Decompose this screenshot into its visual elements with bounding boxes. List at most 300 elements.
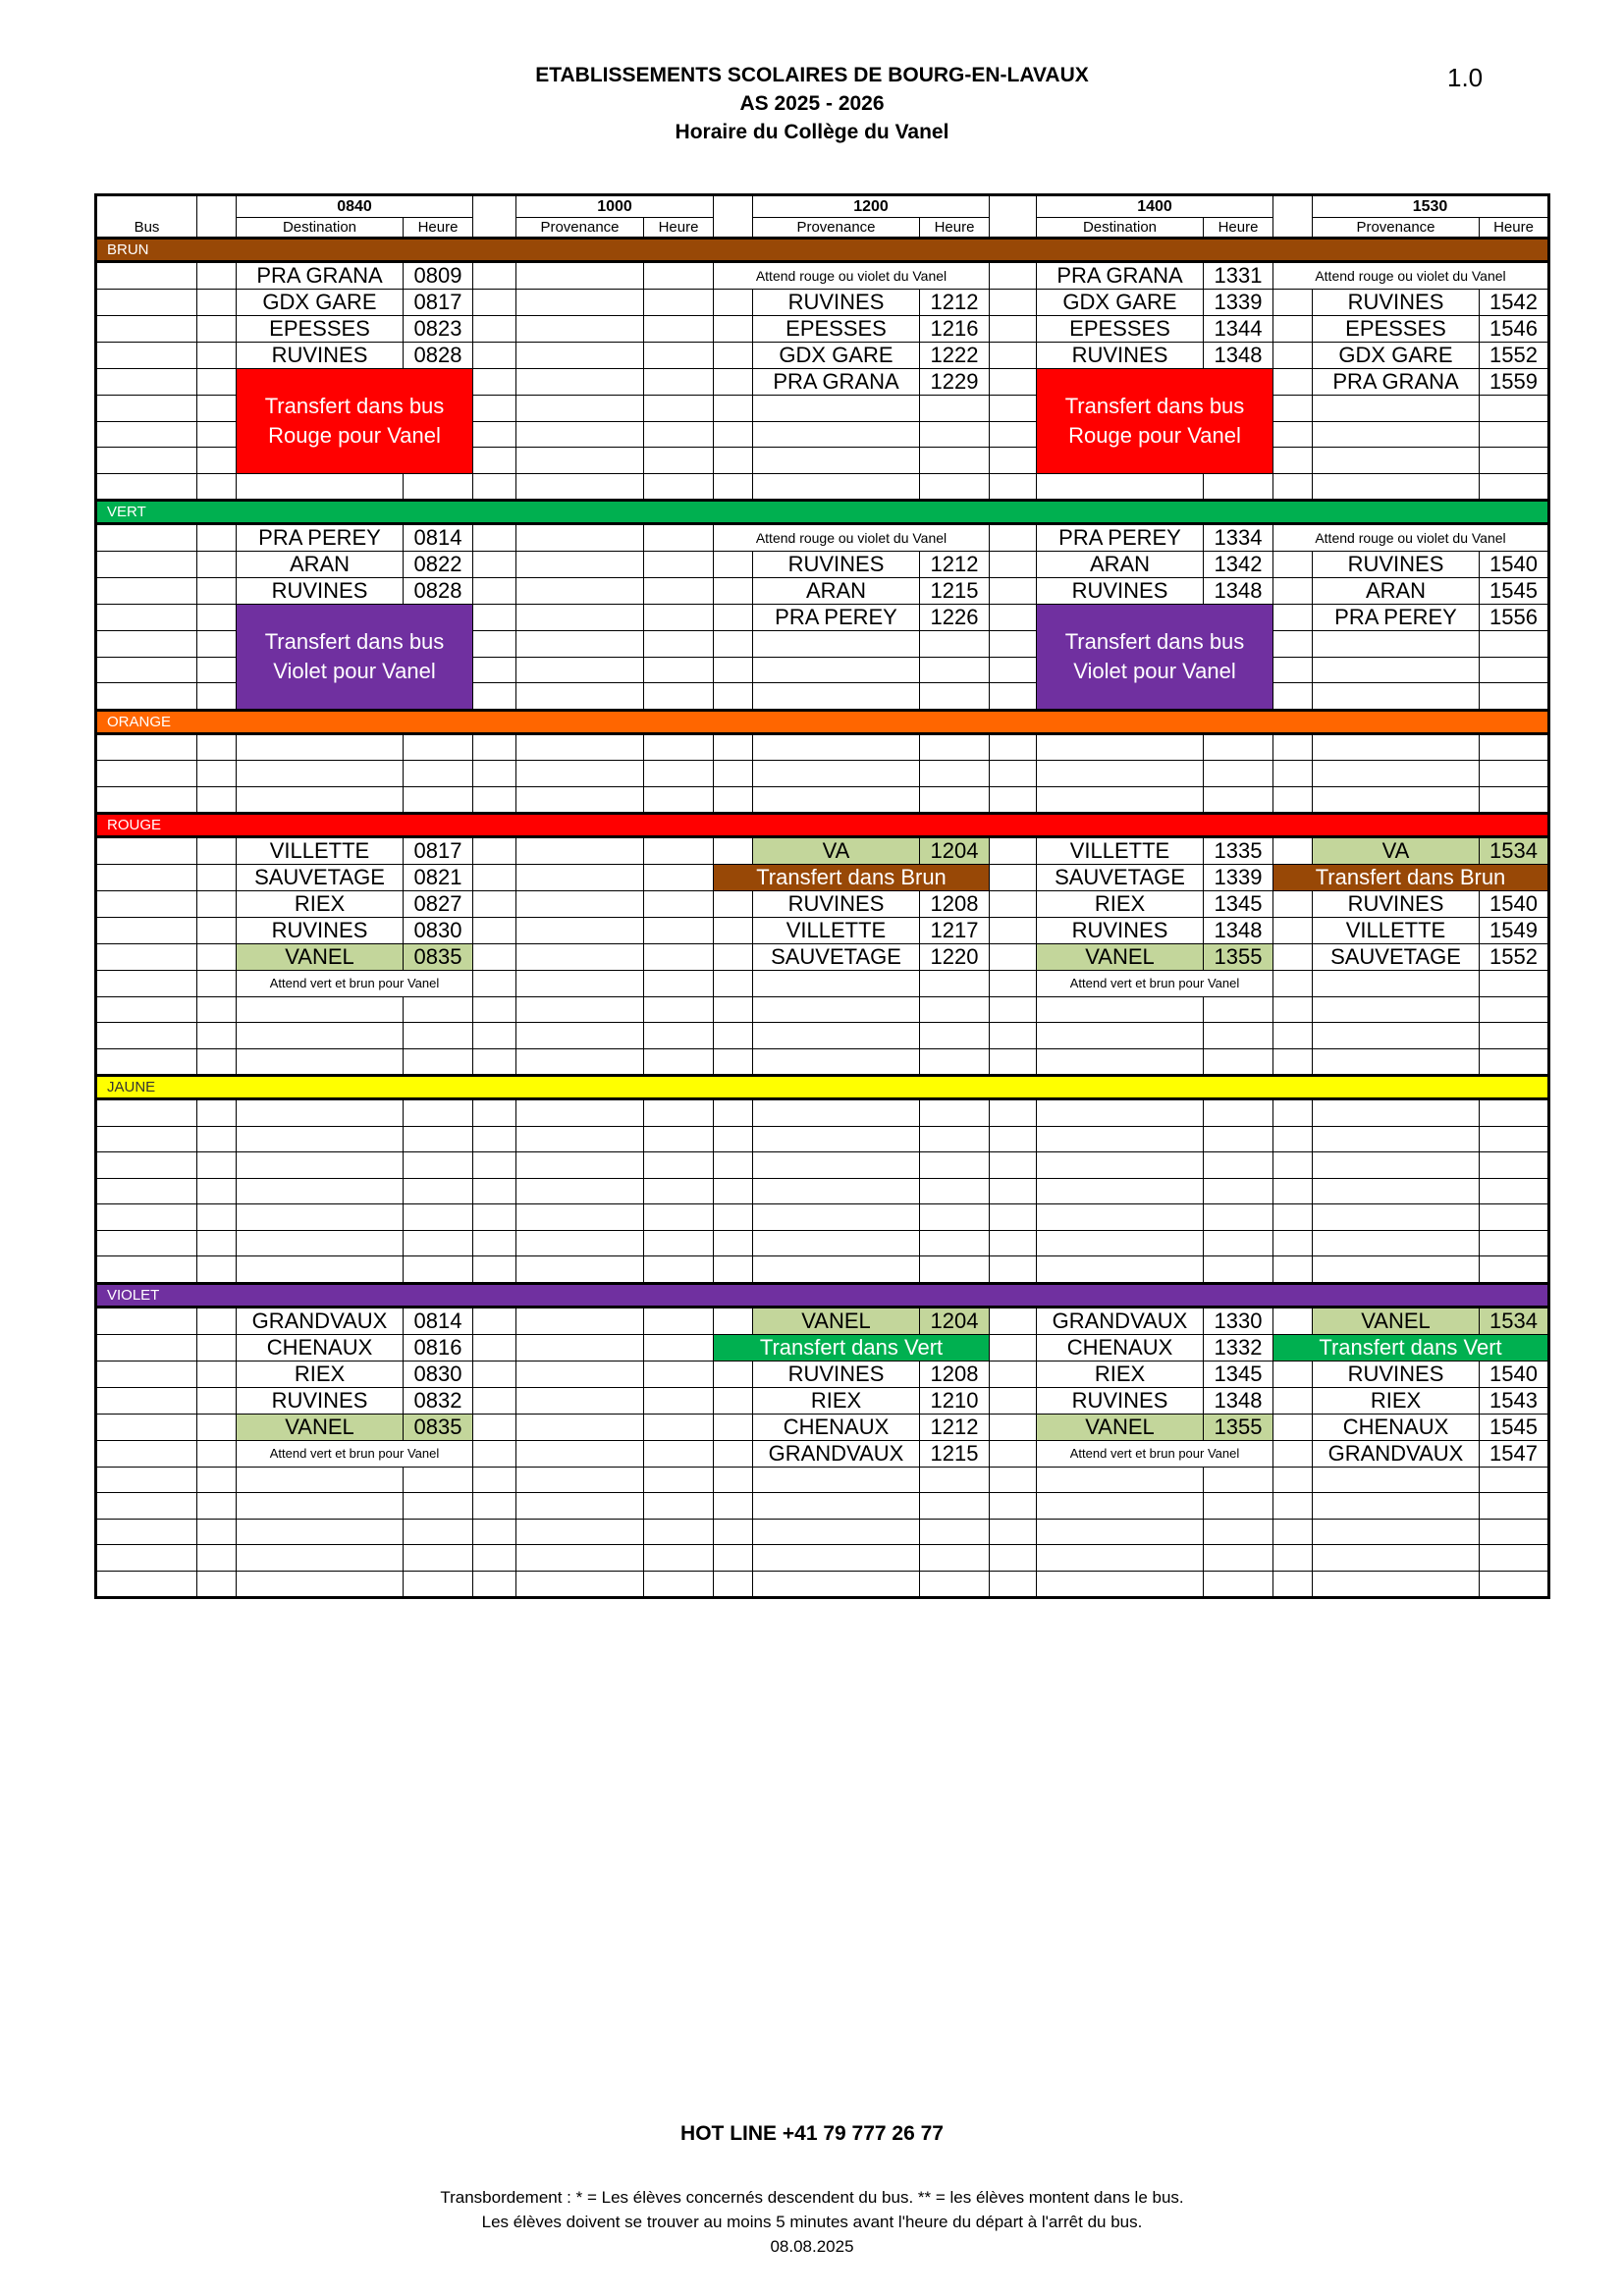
col-provenance: Provenance: [1313, 218, 1480, 239]
stop-name: RUVINES: [1037, 343, 1204, 369]
stop-time: 1344: [1204, 316, 1273, 343]
stop-name: RUVINES: [1313, 891, 1480, 918]
cell: [920, 683, 990, 711]
stop-name: RUVINES: [237, 578, 404, 605]
cell: [473, 996, 516, 1023]
stop-name: EPESSES: [1037, 316, 1204, 343]
cell: [237, 1519, 404, 1545]
cell: [96, 1440, 197, 1467]
stop-name: RUVINES: [237, 1387, 404, 1414]
stop-time: 1212: [920, 552, 990, 578]
cell: [516, 1126, 644, 1152]
table-row: [96, 1361, 1549, 1387]
cell: [920, 1519, 990, 1545]
cell: [473, 1387, 516, 1414]
stop-name: RUVINES: [753, 1361, 920, 1387]
cell: [644, 1545, 714, 1572]
cell: [920, 1545, 990, 1572]
cell: [473, 1307, 516, 1334]
cell: [990, 1307, 1037, 1334]
cell: [197, 1204, 237, 1231]
cell: [197, 996, 237, 1023]
table-row: [96, 1545, 1549, 1572]
cell: [1037, 1571, 1204, 1598]
cell: [1204, 1048, 1273, 1076]
cell: [96, 1230, 197, 1256]
cell: [714, 1230, 753, 1256]
cell: [197, 1493, 237, 1520]
cell: [990, 218, 1037, 239]
table-row: [96, 316, 1549, 343]
cell: [1480, 996, 1549, 1023]
cell: [96, 1204, 197, 1231]
transfer-box-violet: Transfert dans bus Violet pour Vanel: [237, 605, 473, 711]
cell: [753, 1571, 920, 1598]
stop-name: PRA GRANA: [753, 369, 920, 396]
cell: [1204, 1256, 1273, 1284]
stop-time: [644, 1387, 714, 1414]
stop-name: PRA PEREY: [753, 605, 920, 631]
cell: [516, 786, 644, 814]
cell: [96, 971, 197, 997]
stop-time: 1210: [920, 1387, 990, 1414]
bus-schedule-table: [94, 193, 1550, 1599]
cell: [96, 290, 197, 316]
stop-name: RIEX: [753, 1387, 920, 1414]
stop-time: 1547: [1480, 1440, 1549, 1467]
cell: [714, 1256, 753, 1284]
cell: [753, 657, 920, 683]
table-row: [96, 1023, 1549, 1049]
cell: [96, 1256, 197, 1284]
stop-time: 0828: [404, 343, 473, 369]
cell: [990, 1361, 1037, 1387]
cell: [473, 369, 516, 396]
table-row: [96, 1204, 1549, 1231]
cell: [1480, 1230, 1549, 1256]
stop-time: 1542: [1480, 290, 1549, 316]
cell: [1273, 1467, 1313, 1493]
stop-name: RUVINES: [1037, 1387, 1204, 1414]
stop-time: 1334: [1204, 524, 1273, 552]
cell: [1480, 1152, 1549, 1179]
stop-name: RUVINES: [1313, 290, 1480, 316]
cell: [990, 369, 1037, 396]
stop-time: 1331: [1204, 262, 1273, 290]
stop-time: 0821: [404, 865, 473, 891]
cell: [96, 605, 197, 631]
version-number: 1.0: [1447, 63, 1484, 92]
cell: [197, 1387, 237, 1414]
cell: [644, 1126, 714, 1152]
cell: [1313, 1152, 1480, 1179]
cell: [197, 865, 237, 891]
cell: [990, 786, 1037, 814]
cell: [990, 1204, 1037, 1231]
stop-name: ARAN: [1313, 578, 1480, 605]
cell: [197, 218, 237, 239]
cell: [1204, 1204, 1273, 1231]
cell: [990, 1519, 1037, 1545]
cell: [1313, 1519, 1480, 1545]
cell: [1313, 683, 1480, 711]
cell: [473, 733, 516, 761]
cell: [516, 1571, 644, 1598]
stop-time: 1339: [1204, 290, 1273, 316]
col-provenance: Provenance: [753, 218, 920, 239]
cell: [237, 1204, 404, 1231]
stop-time: 0814: [404, 1307, 473, 1334]
cell: [1204, 761, 1273, 787]
cell: [197, 1178, 237, 1204]
transfer-brun: Transfert dans Brun: [1273, 865, 1549, 891]
stop-time: 1212: [920, 290, 990, 316]
cell: [990, 552, 1037, 578]
cell: [990, 1230, 1037, 1256]
time-header-1400: 1400: [1037, 195, 1273, 218]
stop-name: RUVINES: [753, 290, 920, 316]
stop-time: 1217: [920, 918, 990, 944]
cell: [714, 1023, 753, 1049]
stop-name: VANEL: [1037, 1414, 1204, 1440]
stop-time: [644, 343, 714, 369]
table-row: [96, 1256, 1549, 1284]
cell: [197, 316, 237, 343]
stop-name: [516, 1334, 644, 1361]
stop-name: VANEL: [1037, 944, 1204, 971]
cell: [237, 1467, 404, 1493]
table-row: [96, 1493, 1549, 1520]
cell: [473, 1023, 516, 1049]
cell: [516, 1519, 644, 1545]
cell: [920, 448, 990, 474]
cell: [714, 918, 753, 944]
cell: [237, 473, 404, 501]
cell: [920, 1230, 990, 1256]
cell: [96, 1178, 197, 1204]
cell: [990, 262, 1037, 290]
cell: [1273, 1387, 1313, 1414]
cell: [96, 683, 197, 711]
cell: [714, 1361, 753, 1387]
cell: [404, 1048, 473, 1076]
cell: [714, 473, 753, 501]
cell: [644, 1519, 714, 1545]
cell: [197, 262, 237, 290]
cell: [990, 891, 1037, 918]
cell: [920, 1493, 990, 1520]
cell: [1037, 996, 1204, 1023]
cell: [714, 448, 753, 474]
cell: [96, 1126, 197, 1152]
stop-time: 1348: [1204, 1387, 1273, 1414]
table-row: [96, 239, 1549, 262]
cell: [1480, 1256, 1549, 1284]
cell: [1313, 1099, 1480, 1127]
cell: [1273, 1256, 1313, 1284]
table-row: [96, 1571, 1549, 1598]
stop-time: [644, 605, 714, 631]
stop-time: [644, 944, 714, 971]
cell: [404, 1230, 473, 1256]
cell: [237, 1493, 404, 1520]
cell: [714, 1178, 753, 1204]
cell: [753, 421, 920, 448]
cell: [1313, 1493, 1480, 1520]
cell: [990, 421, 1037, 448]
cell: [96, 552, 197, 578]
stop-name: RIEX: [237, 891, 404, 918]
cell: [1480, 683, 1549, 711]
cell: [237, 1126, 404, 1152]
note-attend: Attend rouge ou violet du Vanel: [714, 262, 990, 290]
cell: [990, 761, 1037, 787]
cell: [1480, 733, 1549, 761]
cell: [753, 1152, 920, 1179]
cell: [1037, 1099, 1204, 1127]
cell: [473, 918, 516, 944]
cell: [990, 657, 1037, 683]
cell: [516, 1230, 644, 1256]
cell: [644, 1023, 714, 1049]
cell: [1273, 733, 1313, 761]
cell: [1313, 448, 1480, 474]
stop-time: 1342: [1204, 552, 1273, 578]
cell: [1273, 605, 1313, 631]
cell: [96, 1467, 197, 1493]
cell: [714, 1099, 753, 1127]
cell: [197, 552, 237, 578]
stop-name: PRA PEREY: [237, 524, 404, 552]
cell: [1273, 1361, 1313, 1387]
cell: [197, 343, 237, 369]
cell: [714, 971, 753, 997]
col-heure: Heure: [644, 218, 714, 239]
cell: [197, 1126, 237, 1152]
cell: [1204, 1230, 1273, 1256]
col-destination: Destination: [1037, 218, 1204, 239]
cell: [1273, 944, 1313, 971]
cell: [990, 524, 1037, 552]
cell: [516, 1204, 644, 1231]
cell: [96, 578, 197, 605]
cell: [1037, 1178, 1204, 1204]
table-row: [96, 971, 1549, 997]
stop-time: [644, 1440, 714, 1467]
cell: [644, 1178, 714, 1204]
cell: [96, 1152, 197, 1179]
cell: [920, 1204, 990, 1231]
stop-name: PRA PEREY: [1037, 524, 1204, 552]
cell: [1273, 1048, 1313, 1076]
cell: [473, 1493, 516, 1520]
cell: [920, 996, 990, 1023]
cell: [197, 1152, 237, 1179]
cell: [644, 733, 714, 761]
cell: [473, 316, 516, 343]
cell: [1313, 631, 1480, 658]
schedule-title: Horaire du Collège du Vanel: [675, 121, 949, 143]
cell: [404, 1256, 473, 1284]
document-date: 08.08.2025: [770, 2237, 854, 2256]
stop-name: SAUVETAGE: [237, 865, 404, 891]
cell: [96, 865, 197, 891]
cell: [990, 837, 1037, 865]
table-row: [96, 814, 1549, 837]
cell: [404, 1099, 473, 1127]
table-row: [96, 501, 1549, 524]
cell: [1037, 761, 1204, 787]
cell: [1313, 396, 1480, 422]
stop-name: VILLETTE: [753, 918, 920, 944]
cell: [237, 786, 404, 814]
stop-time: 1204: [920, 837, 990, 865]
cell: [96, 1414, 197, 1440]
cell: [1273, 837, 1313, 865]
note-attend: Attend vert et brun pour Vanel: [1037, 1440, 1273, 1467]
note-attend: Attend rouge ou violet du Vanel: [1273, 262, 1549, 290]
cell: [1313, 1048, 1480, 1076]
cell: [1037, 1152, 1204, 1179]
cell: [237, 1023, 404, 1049]
cell: [197, 1230, 237, 1256]
transfer-vert: Transfert dans Vert: [714, 1334, 990, 1361]
cell: [990, 865, 1037, 891]
cell: [990, 1048, 1037, 1076]
cell: [990, 996, 1037, 1023]
table-row: [96, 1519, 1549, 1545]
school-title: ETABLISSEMENTS SCOLAIRES DE BOURG-EN-LAVAUX: [535, 64, 1089, 86]
stop-time: 1355: [1204, 1414, 1273, 1440]
cell: [404, 761, 473, 787]
cell: [1204, 1099, 1273, 1127]
cell: [990, 1152, 1037, 1179]
stop-time: 1332: [1204, 1334, 1273, 1361]
stop-name: [516, 944, 644, 971]
cell: [714, 683, 753, 711]
stop-name: [516, 865, 644, 891]
stop-time: 1552: [1480, 343, 1549, 369]
cell: [644, 1099, 714, 1127]
cell: [1204, 1493, 1273, 1520]
col-heure: Heure: [404, 218, 473, 239]
cell: [96, 631, 197, 658]
cell: [753, 996, 920, 1023]
school-year: AS 2025 - 2026: [739, 92, 885, 115]
cell: [237, 733, 404, 761]
cell: [1204, 1126, 1273, 1152]
cell: [96, 396, 197, 422]
cell: [404, 1545, 473, 1572]
cell: [197, 1467, 237, 1493]
stop-name: EPESSES: [1313, 316, 1480, 343]
cell: [473, 448, 516, 474]
cell: [1204, 1467, 1273, 1493]
stop-name: CHENAUX: [1037, 1334, 1204, 1361]
table-row: [96, 262, 1549, 290]
cell: [473, 865, 516, 891]
stop-name: PRA GRANA: [1037, 262, 1204, 290]
table-row: [96, 1152, 1549, 1179]
stop-time: [644, 369, 714, 396]
stop-name: CHENAUX: [1313, 1414, 1480, 1440]
cell: [1273, 1230, 1313, 1256]
stop-time: 1208: [920, 891, 990, 918]
col-destination: Destination: [237, 218, 404, 239]
cell: [1313, 996, 1480, 1023]
cell: [1273, 578, 1313, 605]
time-header-1200: 1200: [753, 195, 990, 218]
cell: [753, 1099, 920, 1127]
cell: [96, 1048, 197, 1076]
cell: [1037, 1493, 1204, 1520]
stop-time: 1543: [1480, 1387, 1549, 1414]
cell: [96, 996, 197, 1023]
cell: [1204, 473, 1273, 501]
stop-time: 1335: [1204, 837, 1273, 865]
cell: [714, 1204, 753, 1231]
cell: [714, 218, 753, 239]
cell: [1480, 1545, 1549, 1572]
cell: [714, 996, 753, 1023]
stop-time: 1540: [1480, 1361, 1549, 1387]
cell: [990, 290, 1037, 316]
cell: [96, 657, 197, 683]
cell: [96, 1361, 197, 1387]
cell: [1273, 891, 1313, 918]
stop-name: [516, 552, 644, 578]
stop-time: [644, 316, 714, 343]
table-row: [96, 1048, 1549, 1076]
stop-time: 1545: [1480, 578, 1549, 605]
cell: [990, 578, 1037, 605]
cell: [1313, 1545, 1480, 1572]
cell: [714, 631, 753, 658]
cell: [96, 1023, 197, 1049]
cell: [96, 786, 197, 814]
stop-time: 1212: [920, 1414, 990, 1440]
stop-name: PRA PEREY: [1313, 605, 1480, 631]
table-row: [96, 1440, 1549, 1467]
cell: [404, 1178, 473, 1204]
stop-time: 1545: [1480, 1414, 1549, 1440]
stop-name: PRA GRANA: [1313, 369, 1480, 396]
cell: [96, 316, 197, 343]
note-attend: Attend vert et brun pour Vanel: [237, 971, 473, 997]
section-rouge: ROUGE: [96, 814, 1549, 837]
cell: [197, 683, 237, 711]
cell: [990, 396, 1037, 422]
cell: [990, 1387, 1037, 1414]
cell: [644, 1048, 714, 1076]
cell: [237, 1048, 404, 1076]
stop-time: 1216: [920, 316, 990, 343]
cell: [1480, 396, 1549, 422]
cell: [1037, 1256, 1204, 1284]
cell: [644, 786, 714, 814]
cell: [516, 1048, 644, 1076]
stop-name: VILLETTE: [237, 837, 404, 865]
cell: [404, 1023, 473, 1049]
cell: [197, 290, 237, 316]
table-row: [96, 369, 1549, 396]
note-attend: Attend vert et brun pour Vanel: [237, 1440, 473, 1467]
cell: [516, 733, 644, 761]
cell: [473, 1256, 516, 1284]
cell: [404, 1126, 473, 1152]
col-bus: Bus: [96, 218, 197, 239]
cell: [753, 1048, 920, 1076]
